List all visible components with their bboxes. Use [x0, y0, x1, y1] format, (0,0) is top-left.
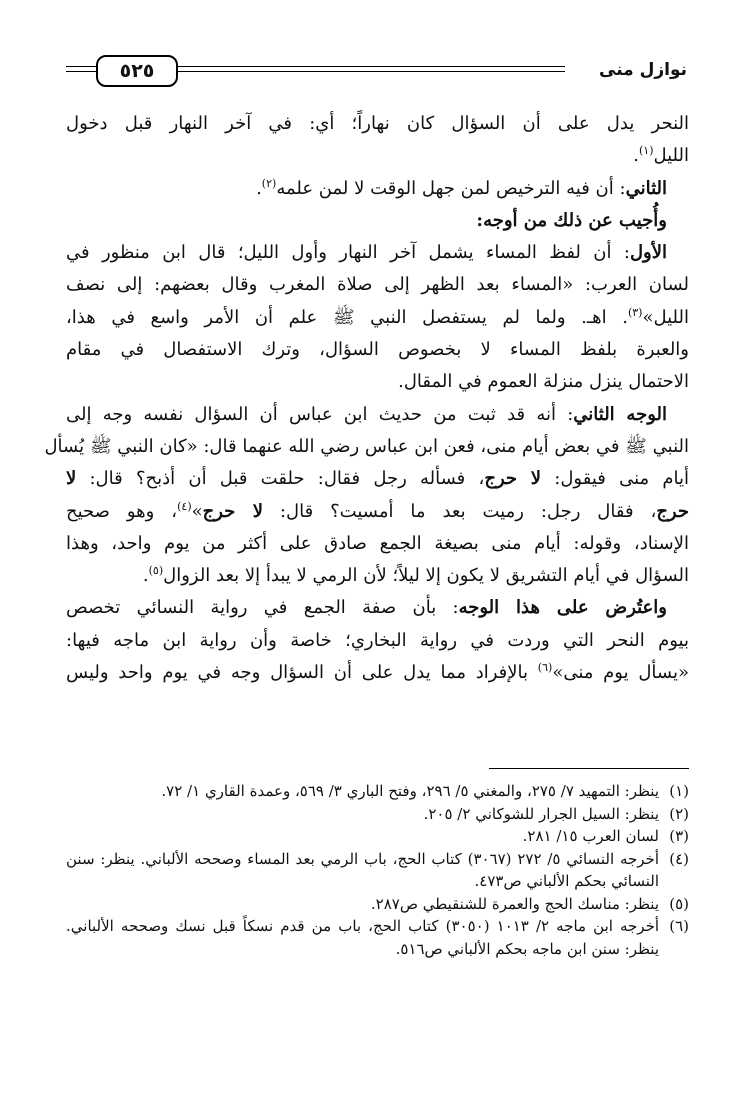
- footnote: [66, 825, 689, 848]
- page-number-box: [96, 55, 178, 87]
- footnote: [66, 893, 689, 916]
- text-run: ، وهو صحيح: [66, 500, 178, 522]
- bold-run: لا حرج: [202, 500, 264, 522]
- text-line: [66, 237, 689, 269]
- text-line: [66, 366, 689, 398]
- text-run: بالإفراد مما يدل على أن السؤال وجه في يوم واحد وليس: [66, 662, 538, 684]
- footnote: [66, 803, 689, 826]
- bold-run: الأول: [629, 242, 667, 264]
- text-run: والعبرة بلفظ المساء لا بخصوص السؤال، وترك الاستفصال في مقام: [66, 339, 689, 361]
- page-number: ٥٢٥: [119, 60, 155, 82]
- footnote-number: (٣): [669, 827, 689, 845]
- header-rule: [66, 66, 96, 67]
- text-run: بيوم النحر التي وردت في رواية البخاري؛ خاصة وأن رواية ابن ماجه فيها:: [66, 629, 689, 651]
- footnote-ref: (٥): [148, 564, 164, 578]
- text-line: [66, 205, 689, 237]
- footnote-text: لسان العرب ١٥/ ٢٨١.: [522, 827, 659, 845]
- text-run: : أنه قد ثبت من حديث ابن عباس أن السؤال نفسه وجه إلى: [66, 403, 574, 425]
- footnote-ref: (٦): [537, 661, 553, 675]
- text-run: الليل: [653, 145, 689, 167]
- footnote-text: أخرجه ابن ماجه ٢/ ١٠١٣ (٣٠٥٠) كتاب الحج، باب من قدم نسكاً قبل نسك وصححه الألباني. ينظر: سنن ابن ماجه بحكم الألباني ص٥١٦.: [66, 917, 660, 958]
- footnote-ref: (٤): [177, 499, 192, 513]
- text-line: [66, 657, 689, 689]
- text-line: [66, 496, 689, 528]
- footnote-ref: (١): [638, 144, 654, 158]
- text-line: [66, 302, 689, 334]
- text-run: .: [256, 177, 262, 199]
- text-line: [66, 592, 689, 624]
- text-run: الاحتمال ينزل منزلة العموم في المقال.: [398, 371, 689, 393]
- footnote: [66, 848, 689, 893]
- text-run: الإسناد، وقوله: أيام منى بصيغة الجمع صادق على أكثر من يوم واحد، وهذا: [66, 532, 689, 554]
- text-line: [66, 173, 689, 205]
- text-run: الليل»: [642, 306, 689, 328]
- footnotes: [66, 780, 689, 960]
- text-run: أيام منى فيقول:: [541, 468, 690, 490]
- footnote-number: (١): [669, 782, 689, 800]
- footnote: [66, 780, 689, 803]
- header-rule: [175, 66, 565, 67]
- footnote: [66, 915, 689, 960]
- bold-run: وأُجيب عن ذلك من أوجه:: [476, 209, 667, 231]
- text-line: [66, 463, 689, 495]
- text-line: [66, 625, 689, 657]
- text-line: [66, 140, 689, 172]
- text-run: . اهـ. ولما لم يستفصل النبي ﷺ علم أن الأمر واسع في هذا،: [66, 306, 628, 328]
- text-run: النبي ﷺ في بعض أيام منى، فعن ابن عباس رضي الله عنهما قال: «كان النبي ﷺ يُسأل: [44, 435, 689, 457]
- text-run: ، فسأله رجل فقال: حلقت قبل أن أذبح؟ قال:: [76, 468, 485, 490]
- bold-run: لا حرج: [484, 468, 542, 490]
- text-run: النحر يدل على أن السؤال كان نهاراً؛ أي: في آخر النهار قبل دخول: [66, 113, 689, 134]
- text-run: لسان العرب: «المساء بعد الظهر إلى صلاة المغرب وقال بعضهم: إلى نصف: [66, 274, 689, 296]
- text-line: [66, 334, 689, 366]
- text-run: »: [191, 500, 203, 522]
- footnote-ref: (٣): [627, 305, 643, 319]
- running-title: نوازل منى: [599, 60, 687, 80]
- text-line: [66, 108, 689, 140]
- text-run: السؤال في أيام التشريق لا يكون إلا ليلاً؛ لأن الرمي لا يبدأ إلا بعد الزوال: [163, 565, 689, 587]
- text-line: [66, 269, 689, 301]
- bold-run: الوجه الثاني: [573, 403, 667, 425]
- body-text: [44, 108, 690, 689]
- bold-run: واعتُرض على هذا الوجه: [458, 597, 667, 619]
- text-run: «يسأل يوم منى»: [552, 662, 689, 684]
- footnote-number: (٥): [669, 894, 689, 913]
- footnote-text: ينظر: التمهيد ٧/ ٢٧٥، والمغني ٥/ ٢٩٦، وفتح الباري ٣/ ٥٦٩، وعمدة القاري ١/ ٧٢.: [161, 782, 659, 800]
- text-line: [66, 528, 689, 560]
- bold-run: حرج: [656, 500, 689, 522]
- footnote-separator: [489, 768, 689, 769]
- header-rule: [66, 71, 96, 72]
- text-run: : بأن صفة الجمع في رواية النسائي تخصص: [66, 597, 459, 619]
- footnote-number: (٦): [669, 917, 689, 935]
- text-run: .: [142, 565, 149, 587]
- footnote-text: ينظر: مناسك الحج والعمرة للشنقيطي ص٢٨٧.: [370, 894, 659, 913]
- text-run: : أن لفظ المساء يشمل آخر النهار وأول الليل؛ قال ابن منظور في: [66, 242, 630, 264]
- bold-run: الثاني: [625, 177, 667, 199]
- text-run: ، فقال رجل: رميت بعد ما أمسيت؟ قال:: [263, 500, 657, 522]
- text-run: .: [633, 145, 639, 167]
- bold-run: لا: [66, 468, 77, 490]
- text-line: [66, 399, 689, 431]
- footnote-number: (٤): [669, 849, 689, 868]
- footnote-ref: (٢): [261, 176, 277, 190]
- footnote-number: (٢): [669, 804, 689, 823]
- text-line: [44, 431, 689, 463]
- header-rule: [175, 71, 565, 72]
- text-run: : أن فيه الترخيص لمن جهل الوقت لا لمن علمه: [276, 177, 626, 199]
- footnote-text: أخرجه النسائي ٥/ ٢٧٢ (٣٠٦٧) كتاب الحج، باب الرمي بعد المساء وصححه الألباني. ينظر: سنن النسائي بحكم الألباني ص٤٧٣.: [66, 849, 659, 890]
- footnote-text: ينظر: السيل الجرار للشوكاني ٢/ ٢٠٥.: [423, 804, 659, 823]
- text-line: [66, 560, 689, 592]
